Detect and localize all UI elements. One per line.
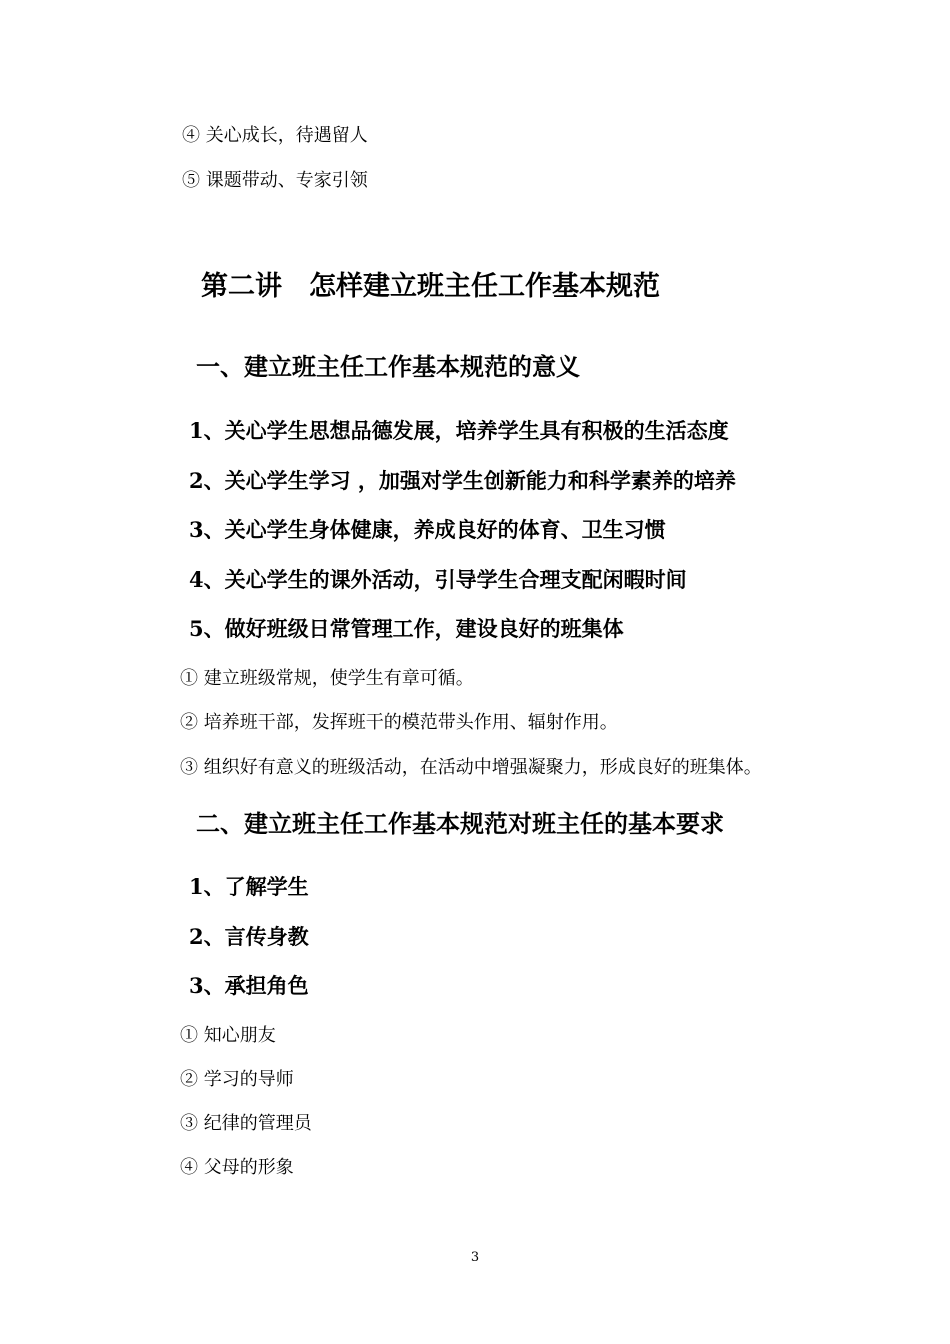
list-item: ③ 组织好有意义的班级活动，在活动中增强凝聚力，形成良好的班集体。 xyxy=(180,757,762,778)
list-item: ⑤ 课题带动、专家引领 xyxy=(182,170,368,191)
list-item: ③ 纪律的管理员 xyxy=(180,1113,312,1134)
list-item: ② 学习的导师 xyxy=(180,1069,294,1090)
list-item: ④ 关心成长，待遇留人 xyxy=(182,125,368,146)
section-heading: 二、建立班主任工作基本规范对班主任的基本要求 xyxy=(196,809,724,838)
numbered-point: 5、做好班级日常管理工作，建设良好的班集体 xyxy=(189,616,624,641)
page-number: 3 xyxy=(470,1250,480,1265)
numbered-point: 2、关心学生学习 ，加强对学生创新能力和科学素养的培养 xyxy=(189,468,736,493)
numbered-point: 1、关心学生思想品德发展，培养学生具有积极的生活态度 xyxy=(189,418,729,443)
numbered-point: 2、言传身教 xyxy=(189,924,309,949)
list-item: ② 培养班干部，发挥班干的模范带头作用、辐射作用。 xyxy=(180,712,618,733)
numbered-point: 3、关心学生身体健康，养成良好的体育、卫生习惯 xyxy=(189,517,666,542)
list-item: ① 建立班级常规，使学生有章可循。 xyxy=(180,668,474,689)
list-item: ④ 父母的形象 xyxy=(180,1157,294,1178)
lecture-title: 第二讲 怎样建立班主任工作基本规范 xyxy=(201,271,660,302)
list-item: ① 知心朋友 xyxy=(180,1025,276,1046)
numbered-point: 1、了解学生 xyxy=(189,874,309,899)
numbered-point: 3、承担角色 xyxy=(189,973,309,998)
numbered-point: 4、关心学生的课外活动，引导学生合理支配闲暇时间 xyxy=(189,567,687,592)
section-heading: 一、建立班主任工作基本规范的意义 xyxy=(196,352,580,381)
